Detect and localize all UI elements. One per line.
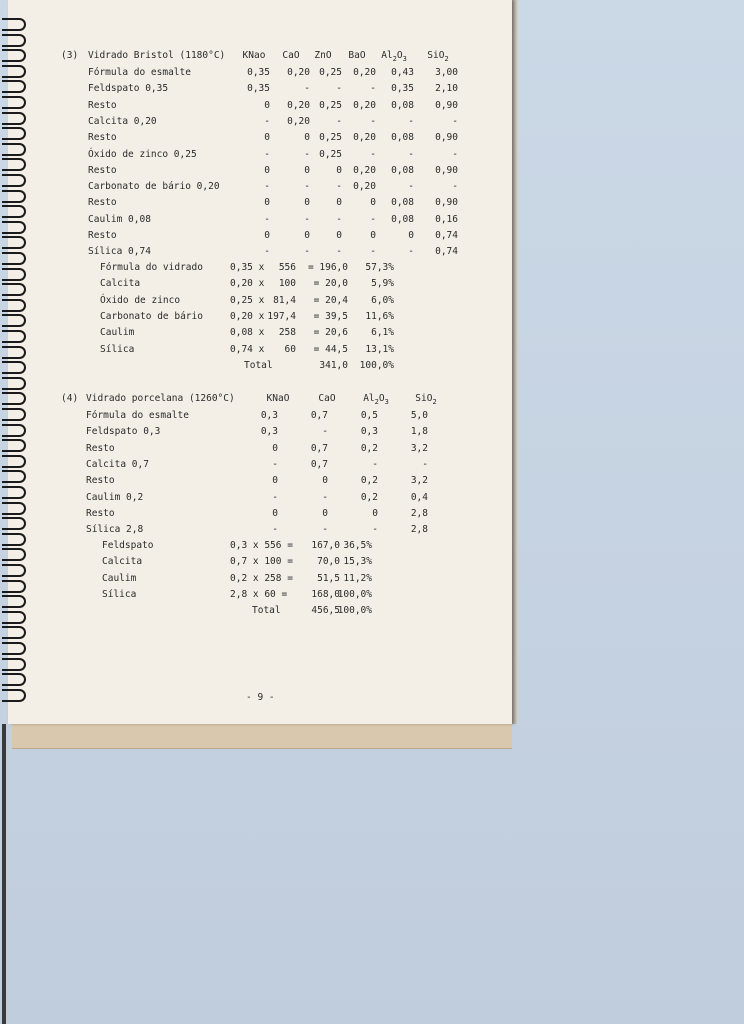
table-cell: 0 [264, 230, 270, 241]
calc-result: 51,5 [317, 572, 340, 584]
column-header: ZnO [314, 50, 332, 61]
spiral-coil [2, 330, 26, 343]
table-cell: - [272, 491, 278, 503]
document-page [8, 0, 512, 724]
table-cell: 0,20 [287, 99, 310, 111]
calc-result: 70,0 [317, 556, 340, 568]
column-header: KNaO [266, 393, 290, 404]
calc-label: Feldspato [102, 540, 154, 551]
table-cell: 0,74 [435, 246, 458, 258]
calc-percent: 11,2% [343, 572, 372, 584]
spiral-coil [2, 34, 26, 47]
table-cell: 0 [370, 197, 376, 209]
calc-label: Calcita [100, 278, 141, 290]
column-header: $Al_2O_3$ [363, 393, 389, 406]
table-cell: - [322, 426, 328, 438]
calc-factor: 0,08 x [230, 327, 265, 339]
table-cell: - [408, 115, 414, 127]
table-cell: 0,20 [353, 99, 376, 111]
table-cell: 0,08 [391, 132, 414, 144]
table-cell: - [322, 524, 328, 536]
table-cell: 3,00 [435, 67, 458, 78]
table-cell: - [272, 458, 278, 470]
spiral-coil [2, 658, 26, 671]
calc-weight: 81,4 [273, 294, 296, 306]
table-cell: 0,4 [410, 491, 428, 503]
spiral-coil [2, 533, 26, 546]
calc-factor: 0,3 x 556 = [230, 540, 293, 551]
spiral-coil [2, 595, 26, 608]
table-cell: 2,8 [410, 507, 428, 519]
spiral-coil [2, 18, 26, 31]
table-cell: 0,20 [353, 67, 376, 78]
table-cell: - [370, 115, 376, 127]
section-number: (3) [61, 50, 79, 61]
table-cell: 0,20 [353, 164, 376, 176]
table-cell: 0,35 [247, 67, 270, 78]
calc-result: = 44,5 [313, 343, 348, 355]
row-label: Calcita 0,20 [88, 115, 157, 127]
row-label: Resto [88, 164, 117, 176]
table-cell: 0 [408, 230, 414, 241]
table-cell: - [272, 524, 278, 536]
table-cell: 0,7 [310, 410, 328, 421]
table-cell: 0,20 [353, 132, 376, 144]
table-cell: - [408, 148, 414, 160]
table-cell: 3,2 [410, 442, 428, 454]
row-label: Caulim 0,2 [86, 491, 144, 503]
table-cell: 0 [272, 442, 278, 454]
calc-percent: 100,0% [337, 588, 372, 600]
table-cell: 0 [322, 507, 328, 519]
calc-label: Fórmula do vidrado [100, 262, 203, 273]
calc-percent: 5,9% [371, 278, 394, 290]
calc-percent: 15,3% [343, 556, 372, 568]
table-cell: 0,3 [260, 410, 278, 421]
row-label: Feldspato 0,3 [86, 426, 161, 438]
calc-percent: 11,6% [365, 310, 394, 322]
row-label: Calcita 0,7 [86, 458, 149, 470]
table-cell: - [336, 246, 342, 258]
table-cell: 0,20 [287, 67, 310, 78]
table-cell: - [336, 213, 342, 225]
table-cell: 0,43 [391, 67, 414, 78]
column-header: KNao [242, 50, 266, 61]
spiral-coil [2, 564, 26, 577]
spiral-coil [2, 502, 26, 515]
total-label: Total [244, 360, 273, 371]
spiral-coil [2, 205, 26, 218]
row-label: Resto [88, 99, 117, 111]
row-label: Feldspato 0,35 [88, 83, 169, 95]
table-cell: 0,90 [435, 164, 458, 176]
table-cell: 0,2 [360, 491, 378, 503]
spiral-coil [2, 49, 26, 62]
table-cell: 0 [264, 197, 270, 209]
table-cell: 0,35 [247, 83, 270, 95]
calc-result: = 196,0 [307, 262, 348, 273]
table-cell: 0 [336, 164, 342, 176]
total-percent: 100,0% [337, 605, 372, 616]
spiral-coil [2, 626, 26, 639]
table-cell: - [372, 458, 378, 470]
calc-label: Carbonato de bário [100, 310, 203, 322]
spiral-coil [2, 143, 26, 156]
spiral-coil [2, 174, 26, 187]
table-cell: 0 [304, 164, 310, 176]
spiral-coil [2, 377, 26, 390]
calc-result: = 20,0 [313, 278, 348, 290]
table-cell: - [452, 115, 458, 127]
spiral-coil [2, 346, 26, 359]
calc-label: Calcita [102, 556, 143, 568]
spiral-coil [2, 283, 26, 296]
table-cell: 0,08 [391, 99, 414, 111]
spiral-coil [2, 611, 26, 624]
table-cell: 0,90 [435, 132, 458, 144]
spiral-binding [0, 18, 28, 718]
calc-weight: 197,4 [267, 310, 296, 322]
table-cell: - [304, 213, 310, 225]
calc-percent: 36,5% [343, 540, 372, 551]
spiral-coil [2, 314, 26, 327]
spiral-coil [2, 299, 26, 312]
table-cell: - [408, 181, 414, 193]
row-label: Óxido de zinco 0,25 [88, 148, 197, 160]
table-cell: 0,90 [435, 197, 458, 209]
spiral-coil [2, 127, 26, 140]
calc-factor: 0,74 x [230, 343, 265, 355]
table-cell: - [264, 213, 270, 225]
table-cell: 0,20 [353, 181, 376, 193]
row-label: Resto [86, 507, 115, 519]
table-cell: 0 [336, 230, 342, 241]
calc-factor: 0,2 x 258 = [230, 572, 293, 584]
table-cell: - [408, 246, 414, 258]
row-label: Fórmula do esmalte [86, 410, 189, 421]
calc-weight: 60 [284, 343, 296, 355]
calc-factor: 0,20 x [230, 310, 265, 322]
calc-label: Sílica [102, 588, 137, 600]
row-label: Fórmula do esmalte [88, 67, 191, 78]
table-cell: 0,74 [435, 230, 458, 241]
column-header: SiO$_2$ [415, 393, 437, 406]
table-cell: 2,10 [435, 83, 458, 95]
table-cell: - [264, 246, 270, 258]
row-label: Sílica 2,8 [86, 524, 144, 536]
table-cell: 0,2 [360, 442, 378, 454]
table-cell: 0,25 [319, 148, 342, 160]
table-cell: - [336, 181, 342, 193]
calc-result: 168,0 [311, 588, 340, 600]
page-side-edge [512, 0, 518, 724]
table-cell: - [322, 491, 328, 503]
table-cell: 0,5 [360, 410, 378, 421]
spiral-coil [2, 190, 26, 203]
spiral-coil [2, 361, 26, 374]
spiral-coil [2, 408, 26, 421]
spiral-coil [2, 112, 26, 125]
row-label: Caulim 0,08 [88, 213, 151, 225]
total-value: 456,5 [311, 605, 340, 616]
spiral-coil [2, 252, 26, 265]
column-header: CaO [282, 50, 300, 61]
table-cell: 0,7 [310, 458, 328, 470]
spiral-coil [2, 268, 26, 281]
calc-result: = 20,4 [313, 294, 348, 306]
spiral-coil [2, 424, 26, 437]
spiral-coil [2, 455, 26, 468]
table-cell: 0 [372, 507, 378, 519]
table-cell: 0 [304, 132, 310, 144]
binder-spine [2, 724, 6, 1024]
spiral-coil [2, 642, 26, 655]
calc-label: Caulim [102, 572, 137, 584]
section-number: (4) [61, 393, 79, 404]
table-cell: 0 [370, 230, 376, 241]
table-cell: - [304, 181, 310, 193]
table-cell: - [372, 524, 378, 536]
table-cell: 0,25 [319, 67, 342, 78]
table-cell: 0,25 [319, 99, 342, 111]
total-value: 341,0 [319, 360, 348, 371]
table-cell: - [370, 246, 376, 258]
calc-result: 167,0 [311, 540, 340, 551]
row-label: Sílica 0,74 [88, 246, 151, 258]
table-cell: - [370, 83, 376, 95]
calc-percent: 6,1% [371, 327, 394, 339]
table-cell: 0,08 [391, 197, 414, 209]
table-cell: 0 [336, 197, 342, 209]
table-cell: 5,0 [410, 410, 428, 421]
spiral-coil [2, 65, 26, 78]
table-cell: - [336, 83, 342, 95]
table-cell: - [304, 246, 310, 258]
table-cell: - [264, 115, 270, 127]
calc-result: = 39,5 [313, 310, 348, 322]
table-cell: 2,8 [410, 524, 428, 536]
page-number: - 9 - [246, 692, 275, 703]
table-cell: 0,16 [435, 213, 458, 225]
column-header: BaO [348, 50, 366, 61]
spiral-coil [2, 221, 26, 234]
table-cell: 0 [264, 164, 270, 176]
section-title: Vidrado Bristol (1180°C) [88, 50, 226, 61]
table-cell: - [264, 181, 270, 193]
calc-percent: 13,1% [365, 343, 394, 355]
table-cell: 0 [272, 507, 278, 519]
table-cell: 0,08 [391, 213, 414, 225]
calc-label: Caulim [100, 327, 135, 339]
calc-weight: 100 [278, 278, 296, 290]
calc-factor: 2,8 x 60 = [230, 588, 288, 600]
table-cell: 0,25 [319, 132, 342, 144]
spiral-coil [2, 158, 26, 171]
table-cell: - [264, 148, 270, 160]
calc-factor: 0,20 x [230, 278, 265, 290]
table-cell: 0 [264, 132, 270, 144]
spiral-coil [2, 673, 26, 686]
spiral-coil [2, 517, 26, 530]
table-cell: - [452, 148, 458, 160]
calc-percent: 6,0% [371, 294, 394, 306]
table-cell: 1,8 [410, 426, 428, 438]
calc-factor: 0,7 x 100 = [230, 556, 293, 568]
table-cell: 0,20 [287, 115, 310, 127]
calc-percent: 57,3% [365, 262, 394, 273]
table-cell: - [422, 458, 428, 470]
column-header: SiO$_2$ [427, 50, 449, 63]
calc-weight: 258 [278, 327, 296, 339]
table-cell: 0,3 [260, 426, 278, 438]
spiral-coil [2, 580, 26, 593]
table-cell: - [304, 83, 310, 95]
calc-label: Sílica [100, 343, 135, 355]
calc-result: = 20,6 [313, 327, 348, 339]
table-cell: 0 [272, 475, 278, 487]
page-stack-edge [12, 720, 512, 749]
spiral-coil [2, 236, 26, 249]
table-cell: - [336, 115, 342, 127]
row-label: Resto [88, 230, 117, 241]
spiral-coil [2, 486, 26, 499]
table-cell: 0,7 [310, 442, 328, 454]
calc-factor: 0,25 x [230, 294, 265, 306]
column-header: $Al_2O_3$ [381, 50, 407, 63]
total-percent: 100,0% [359, 360, 394, 371]
table-cell: 0,08 [391, 164, 414, 176]
calc-label: Óxido de zinco [100, 294, 181, 306]
table-cell: 0,3 [360, 426, 378, 438]
spiral-coil [2, 392, 26, 405]
spiral-coil [2, 80, 26, 93]
spiral-coil [2, 470, 26, 483]
table-cell: - [370, 213, 376, 225]
row-label: Resto [88, 197, 117, 209]
calc-weight: 556 [278, 262, 296, 273]
table-cell: 0 [322, 475, 328, 487]
table-cell: 0 [264, 99, 270, 111]
row-label: Resto [86, 442, 115, 454]
table-cell: 0,90 [435, 99, 458, 111]
table-cell: 0 [304, 197, 310, 209]
spiral-coil [2, 96, 26, 109]
table-cell: - [452, 181, 458, 193]
spiral-coil [2, 689, 26, 702]
total-label: Total [252, 605, 281, 616]
calc-factor: 0,35 x [230, 262, 265, 273]
spiral-coil [2, 439, 26, 452]
table-cell: 0,35 [391, 83, 414, 95]
table-cell: 3,2 [410, 475, 428, 487]
spiral-coil [2, 548, 26, 561]
column-header: CaO [318, 393, 336, 404]
row-label: Carbonato de bário 0,20 [88, 181, 220, 193]
table-cell: 0 [304, 230, 310, 241]
table-cell: 0,2 [360, 475, 378, 487]
row-label: Resto [86, 475, 115, 487]
section-title: Vidrado porcelana (1260°C) [86, 393, 235, 404]
row-label: Resto [88, 132, 117, 144]
table-cell: - [304, 148, 310, 160]
table-cell: - [370, 148, 376, 160]
